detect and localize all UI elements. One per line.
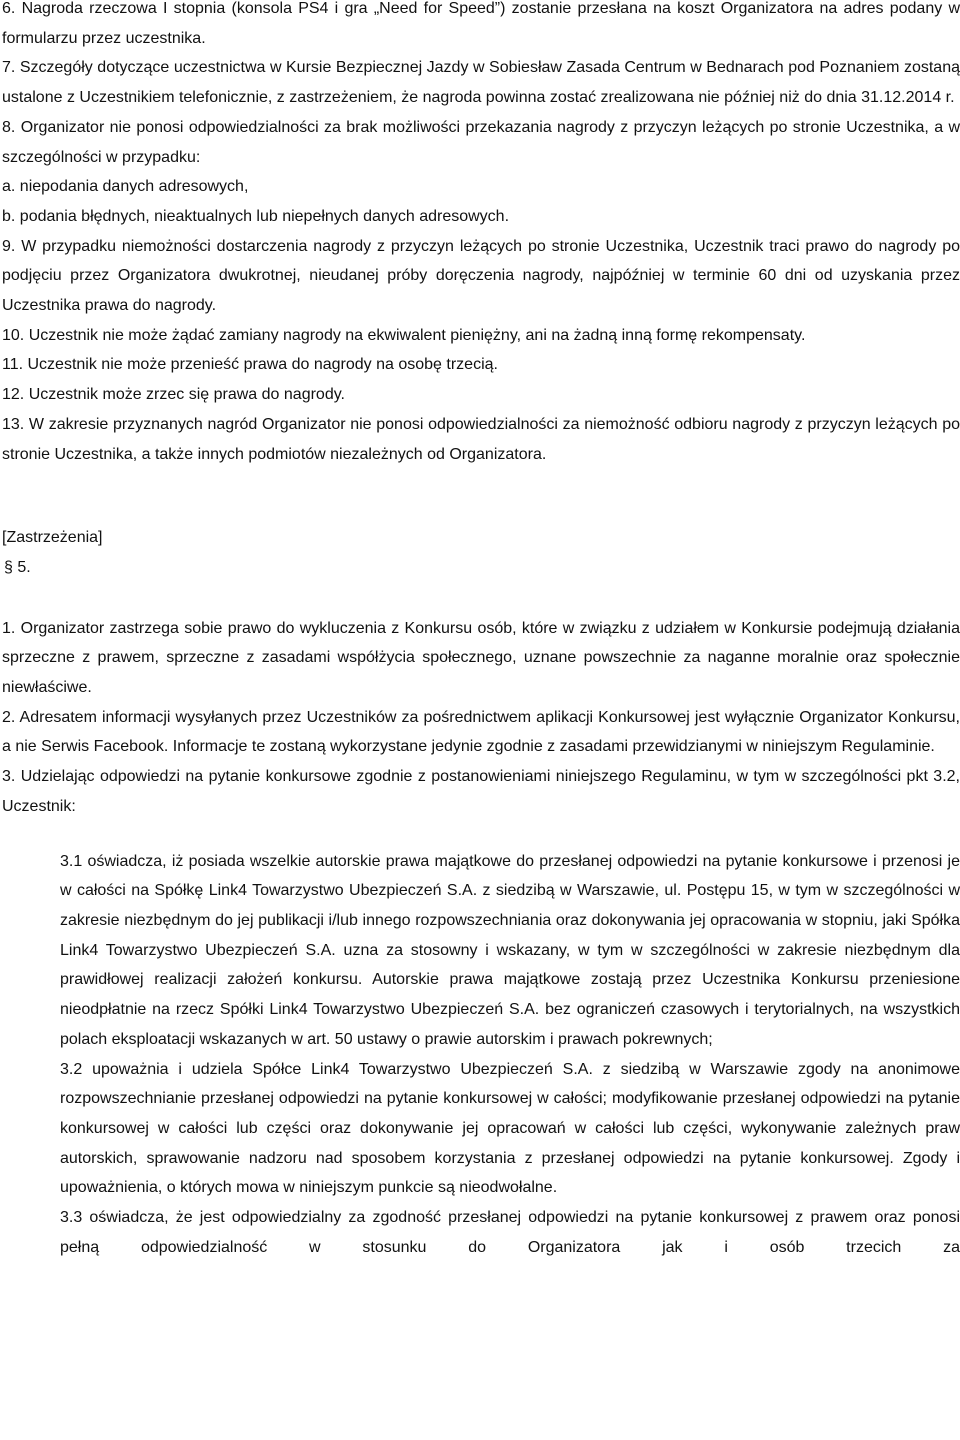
item-7: 7. Szczegóły dotyczące uczestnictwa w Kursie Bezpiecznej Jazdy w Sobiesław Zasada Centrum w Bednarach pod Poznaniem zostaną ustalone z Uczestnikiem telefonicznie, z zastrzeżeniem, że nagroda powinna zostać zrealizowana nie później niż do dnia 31.12.2014 r. (2, 59, 960, 107)
subitems-list (2, 847, 960, 1263)
item-10: 10. Uczestnik nie może żądać zamiany nagrody na ekwiwalent pieniężny, ani na żadną inną formę rekompensaty. (2, 326, 806, 344)
item-8b: b. podania błędnych, nieaktualnych lub niepełnych danych adresowych. (2, 207, 510, 225)
item-8a: a. niepodania danych adresowych, (2, 178, 249, 196)
item-6: 6. Nagroda rzeczowa I stopnia (konsola PS4 i gra „Need for Speed”) zostanie przesłana na koszt Organizatora na adres podany w formularzu przez uczestnika. (2, 0, 960, 47)
prize-terms-list (2, 0, 960, 469)
reservation-item-2: 2. Adresatem informacji wysyłanych przez Uczestników za pośrednictwem aplikacji Konkursowej jest wyłącznie Organizator Konkursu, a nie Serwis Facebook. Informacje te zostaną wykorzystane jedynie zgodnie z zasadami przewidzianymi w niniejszym Regulaminie. (2, 708, 960, 756)
reservation-item-1: 1. Organizator zastrzega sobie prawo do wykluczenia z Konkursu osób, które w związku z udziałem w Konkursie podejmują działania sprzeczne z prawem, sprzeczne z zasadami współżycia społecznego, uznane powszechnie za naganne moralnie oraz społecznie niewłaściwe. (2, 619, 960, 697)
reservations-list (2, 614, 960, 822)
subitem-3-1: 3.1 oświadcza, iż posiada wszelkie autorskie prawa majątkowe do przesłanej odpowiedzi na pytanie konkursowe i przenosi je w całości na Spółkę Link4 Towarzystwo Ubezpieczeń S.A. z siedzibą w Warszawie, ul. Postępu 15, w tym w szczególności w zakresie niezbędnym do jej publikacji i/lub innego rozpowszechniania oraz dokonywania jej opracowania w stopniu, jaki Spółka Link4 Towarzystwo Ubezpieczeń S.A. uzna za stosowny i wskazany, w tym w szczególności w zakresie niezbędnym dla prawidłowej realizacji założeń konkursu. Autorskie prawa majątkowe zostają przez Uczestnika Konkursu przeniesione nieodpłatnie na rzecz Spółki Link4 Towarzystwo Ubezpieczeń S.A. bez ograniczeń czasowych i terytorialnych, na wszystkich polach eksploatacji wskazanych w art. 50 ustawy o prawie autorskim i prawach pokrewnych; (60, 852, 960, 1048)
item-8: 8. Organizator nie ponosi odpowiedzialności za brak możliwości przekazania nagrody z przyczyn leżących po stronie Uczestnika, a w szczególności w przypadku: (2, 118, 960, 166)
section-number: § 5. (4, 558, 31, 576)
item-11: 11. Uczestnik nie może przenieść prawa do nagrody na osobę trzecią. (2, 356, 498, 374)
item-12: 12. Uczestnik może zrzec się prawa do nagrody. (2, 386, 345, 404)
subitem-3-2: 3.2 upoważnia i udziela Spółce Link4 Towarzystwo Ubezpieczeń S.A. z siedzibą w Warszawie zgody na anonimowe rozpowszechnianie przesłanej odpowiedzi na pytanie konkursowej w całości; modyfikowanie przesłanej odpowiedzi na pytanie konkursowej w całości lub części oraz dokonywanie jej opracowań w całości lub części, wykonywanie zależnych praw autorskich, sprawowanie nadzoru nad sposobem korzystania z przesłanej odpowiedzi na pytanie konkursowej. Zgody i upoważnienia, o których mowa w niniejszym punkcie są nieodwołalne. (60, 1060, 960, 1197)
reservation-item-3: 3. Udzielając odpowiedzi na pytanie konkursowe zgodnie z postanowieniami niniejszego Regulaminu, w tym w szczególności pkt 3.2, Uczestnik: (2, 768, 960, 815)
spacer (2, 822, 960, 847)
section-heading: [Zastrzeżenia] (2, 529, 103, 547)
item-13: 13. W zakresie przyznanych nagród Organizator nie ponosi odpowiedzialności za niemożność odbioru nagrody z przyczyn leżących po stronie Uczestnika, a także innych podmiotów niezależnych od Organizatora. (2, 415, 960, 463)
spacer (2, 469, 960, 523)
item-9: 9. W przypadku niemożności dostarczenia nagrody z przyczyn leżących po stronie Uczestnika, Uczestnik traci prawo do nagrody po podjęciu przez Organizatora dwukrotnej, nieudanej próby doręczenia nagrody, najpóźniej w terminie 60 dni od uzyskania przez Uczestnika prawa do nagrody. (2, 237, 960, 315)
subitem-3-3: 3.3 oświadcza, że jest odpowiedzialny za zgodność przesłanej odpowiedzi na pytanie konkursowej z prawem oraz ponosi pełną odpowiedzialność w stosunku do Organizatora jak i osób trzecich za (60, 1209, 960, 1256)
spacer (2, 583, 960, 614)
